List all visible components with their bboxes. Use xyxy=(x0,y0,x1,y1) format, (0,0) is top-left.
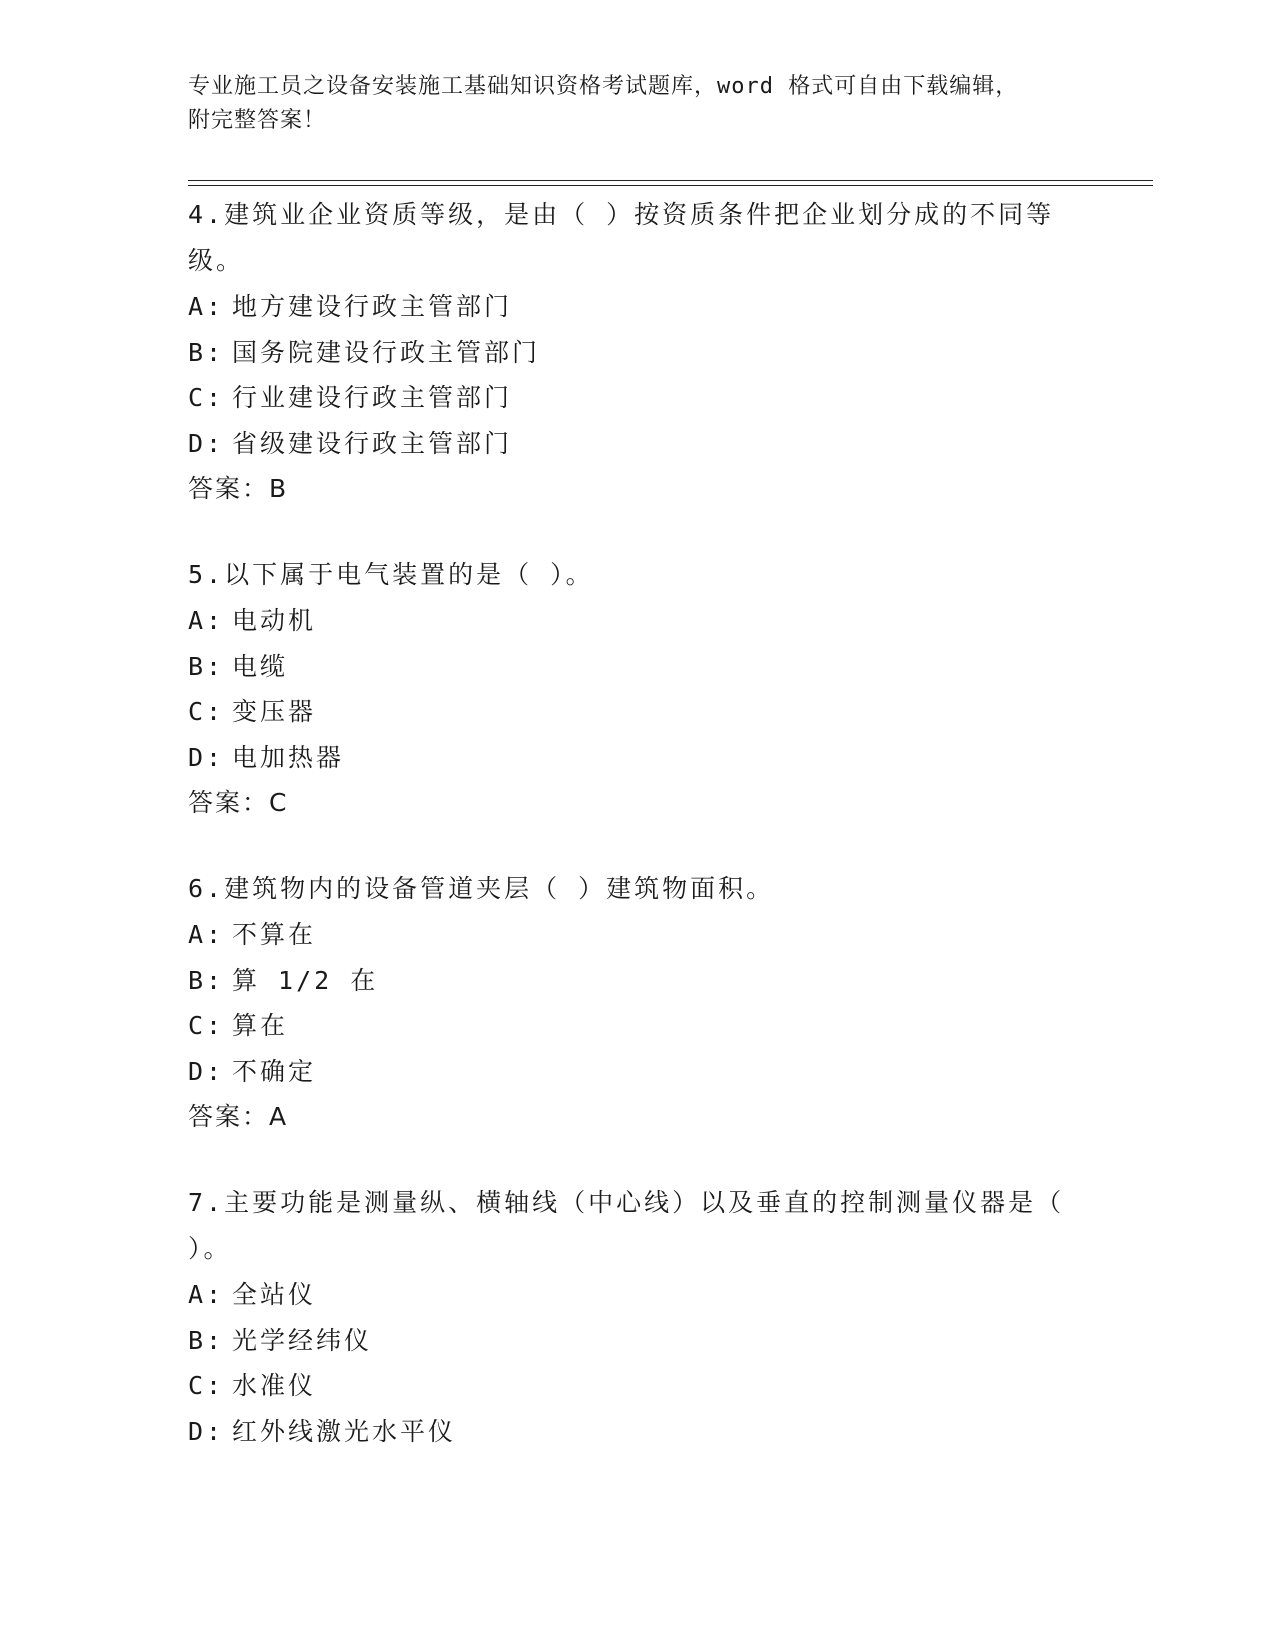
option-letter: A: xyxy=(188,920,225,949)
option-a xyxy=(188,284,1128,330)
document-header xyxy=(188,70,1068,138)
option-a xyxy=(188,912,1128,958)
option-letter: A: xyxy=(188,1280,225,1309)
option-b xyxy=(188,1318,1128,1364)
option-text: 国务院建设行政主管部门 xyxy=(232,337,541,367)
option-text: 水准仪 xyxy=(232,1371,317,1400)
answer: 答案：A xyxy=(188,1102,289,1131)
question-6 xyxy=(188,866,1128,1140)
option-letter: A: xyxy=(188,292,225,321)
option-text: 算在 xyxy=(232,1011,289,1040)
question-text: 6.建筑物内的设备管道夹层（ ）建筑物面积。 xyxy=(188,874,775,903)
question-4 xyxy=(188,192,1128,512)
option-text: 算 1/2 在 xyxy=(232,965,379,995)
option-letter: D: xyxy=(188,1416,225,1446)
option-a xyxy=(188,1272,1128,1318)
option-letter: D: xyxy=(188,428,225,458)
option-text: 电动机 xyxy=(232,606,317,635)
option-letter: C: xyxy=(188,1011,225,1040)
option-letter: A: xyxy=(188,606,225,635)
option-letter: D: xyxy=(188,742,225,772)
option-text: 行业建设行政主管部门 xyxy=(232,383,513,412)
option-letter: C: xyxy=(188,383,225,412)
header-divider-top xyxy=(188,180,1153,181)
option-d xyxy=(188,735,1128,781)
option-c xyxy=(188,375,1128,421)
option-d xyxy=(188,1049,1128,1095)
option-b xyxy=(188,330,1128,376)
question-5 xyxy=(188,552,1128,826)
question-text: 4.建筑业企业资质等级，是由（ ）按资质条件把企业划分成的不同等级。 xyxy=(188,200,1055,275)
option-text: 不算在 xyxy=(232,920,317,949)
header-divider-bottom xyxy=(188,185,1153,186)
option-letter: B: xyxy=(188,651,225,681)
option-b xyxy=(188,958,1128,1004)
option-c xyxy=(188,1363,1128,1409)
option-letter: B: xyxy=(188,965,225,995)
option-text: 光学经纬仪 xyxy=(232,1325,373,1355)
option-c xyxy=(188,1003,1128,1049)
option-b xyxy=(188,644,1128,690)
option-letter: B: xyxy=(188,1325,225,1355)
option-a xyxy=(188,598,1128,644)
option-letter: C: xyxy=(188,1371,225,1400)
option-text: 不确定 xyxy=(232,1056,317,1086)
option-text: 地方建设行政主管部门 xyxy=(232,292,513,321)
option-d xyxy=(188,421,1128,467)
option-text: 电缆 xyxy=(232,651,289,681)
header-line-1: 专业施工员之设备安装施工基础知识资格考试题库，word 格式可自由下载编辑， xyxy=(188,74,1019,99)
option-text: 变压器 xyxy=(232,697,317,726)
option-text: 电加热器 xyxy=(232,742,345,772)
option-d xyxy=(188,1409,1128,1455)
option-letter: D: xyxy=(188,1056,225,1086)
question-7 xyxy=(188,1180,1128,1454)
option-text: 红外线激光水平仪 xyxy=(232,1416,457,1446)
option-text: 全站仪 xyxy=(232,1280,317,1309)
answer: 答案：C xyxy=(188,788,289,817)
question-text: 7.主要功能是测量纵、横轴线（中心线）以及垂直的控制测量仪器是（ ）。 xyxy=(188,1188,1065,1263)
question-text: 5.以下属于电气装置的是（ ）。 xyxy=(188,560,594,589)
option-letter: C: xyxy=(188,697,225,726)
answer: 答案：B xyxy=(188,474,289,503)
option-text: 省级建设行政主管部门 xyxy=(232,428,513,458)
header-line-2: 附完整答案！ xyxy=(188,108,327,133)
option-c xyxy=(188,689,1128,735)
option-letter: B: xyxy=(188,337,225,367)
question-list xyxy=(188,192,1128,1480)
